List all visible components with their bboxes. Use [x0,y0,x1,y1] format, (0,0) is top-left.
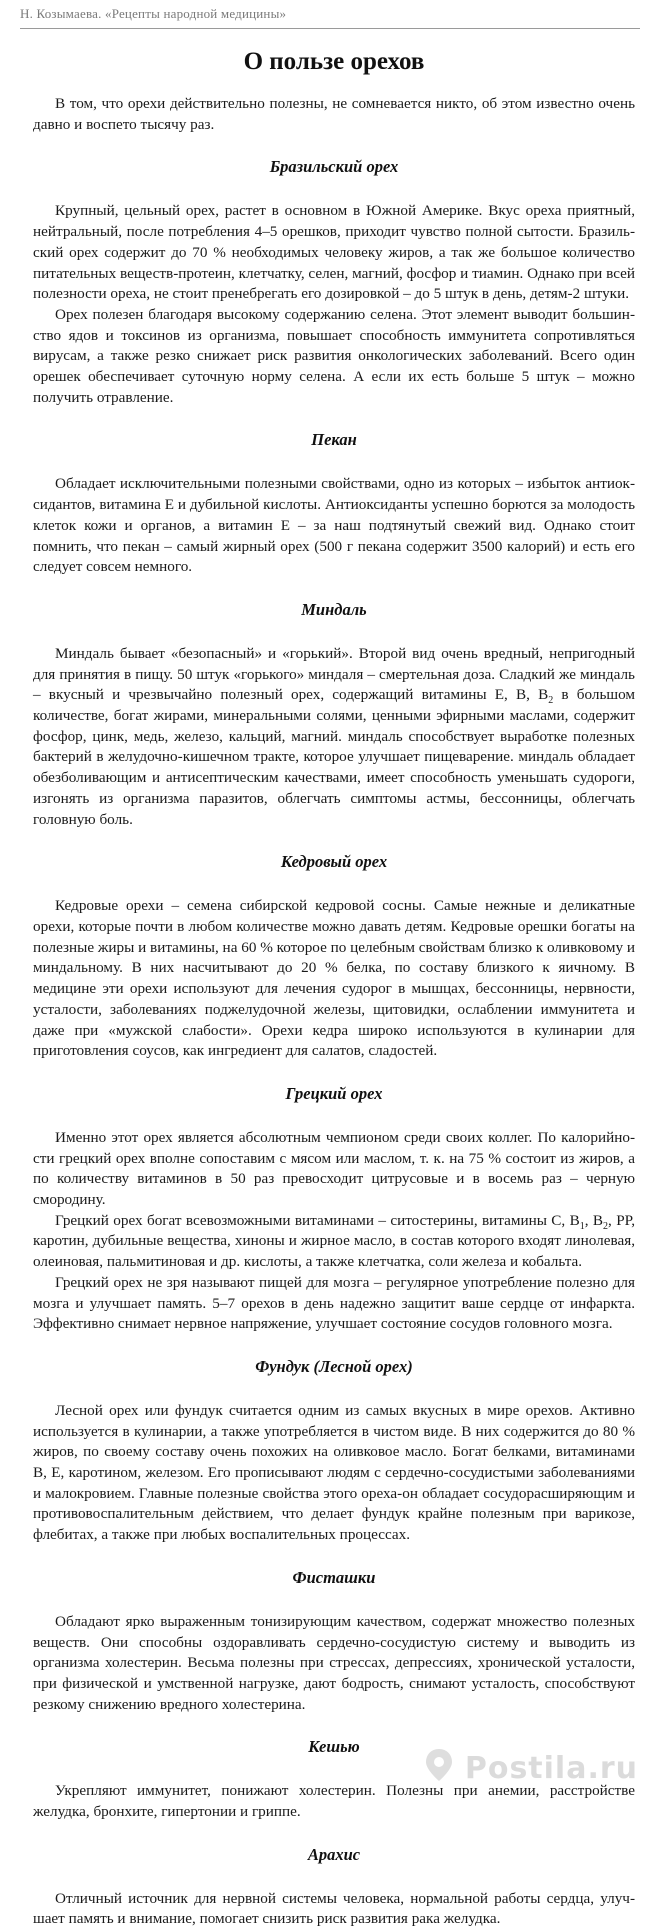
section-title: Миндаль [301,599,367,619]
section-paragraph: Грецкий орех не зря называют пищей для мозга – регулярное употребление полезно для мозга и улучшает память. 5–7 орехов в день надежно защитит ваше сердце от инфаркта. Эффективно снимает нервное напряжение, улучшает состояние сосудов головного мозга. [33,1273,635,1333]
section-paragraph: Орех полезен благодаря высокому содержанию селена. Этот элемент выводит большинство ядов и токсинов из организма, повышает способность иммунитета сопротивляться вирусам, а также резко снижает риск развития онкологических заболеваний. Всего один орешек обеспечивает суточную норму селена. А если их есть больше 5 штук – можно получить отравление. [33,305,635,406]
running-head: Н. Козымаева. «Рецепты народной медицины» [20,6,640,29]
article [33,38,635,1930]
page-title: О пользе орехов [243,48,425,75]
section-paragraph: Отличный источник для нервной системы человека, нормальной работы сердца, улучшает память и внимание, помогает снизить риск развития рака желудка. [33,1889,635,1928]
section-paragraph: Именно этот орех является абсолютным чемпионом среди своих коллег. По калорийности грецкий орех вполне сопоставим с мясом или маслом, т. к. на 75 % состоит из жиров, а по количеству витаминов в 50 раз превосходит цитрусовые и в восемь раз – черную смородину. [33,1128,635,1209]
section-title: Фундук (Лесной орех) [255,1356,413,1376]
section-title: Кешью [308,1737,360,1757]
section-title: Грецкий орех [285,1083,383,1103]
watermark-text: Postila.ru [464,1751,638,1786]
section-title: Кедровый орех [280,852,388,872]
section-paragraph: Кедровые орехи – семена сибирской кедровой сосны. Самые нежные и деликатные орехи, которые почти в любом количестве можно давать детям. Кедровые орешки богаты на полезные жиры и витамины, на 60 % которое по целебным свойствам близко к оливковому и миндальному. В них насчитывают до 20 % белка, по составу близкого к яичному. В медицине эти орехи используют для лечения судорог в мышцах, бессонницы, нервности, усталости, заболеваниях поджелудочной железы, щитовидки, ослаблении иммунитета и даже при «мужской слабости». Орехи кедра широко используются в кулинарии для приготовления соусов, как ингредиент для салатов, сладостей. [33,897,636,1060]
section-title: Пекан [311,430,357,450]
section-paragraph: Обладают ярко выраженным тонизирующим качеством, содержат множество полезных веществ. Они способны оздоравливать сердечно-сосудистую систему и выводить из организма холестерин. Весьма полезны при стрессах, депрессиях, хронической усталости, при физической и умственной нагрузке, дают бодрость, снимают усталость, способствуют резкому снижению вредного холестерина. [33,1612,635,1713]
watermark [424,1738,638,1796]
section-paragraph: Лесной орех или фундук считается одним из самых вкусных в мире орехов. Активно используется в кулинарии, а также употребляется в чистом виде. В них содержится до 80 % жиров, по своему составу очень похожих на оливковое масло. Богат белками, витаминами В, Е, каротином, железом. Его прописывают людям с сердечно-сосудистыми заболеваниями и малокровием. Главные полезные свойства этого ореха-он обладает сосудорасширяющим и противовоспалительным действием, что делает фундук крайне полезным при варикозе, флебитах, а также при любых воспалительных процессах. [33,1401,635,1544]
pin-icon [424,1748,454,1782]
section-paragraph: Миндаль бывает «безопасный» и «горький». Второй вид очень вредный, непригодный для принятия в пищу. 50 штук «горького» миндаля – смертельная доза. Сладкий же миндаль – вкусный и чрезвычайно полезный орех, содержащий витамины Е, В, $В_2$ в большом количестве, богат жирами, минеральными солями, ценными эфирными маслами, содержит фосфор, цинк, медь, железо, кальций, магний. миндаль способствует выработке полезных бактерий в желудочно-кишечном тракте, которое улучшает пищеварение. миндаль обладает обезболивающим и антисептическим качествами, имеет способность уменьшать судороги, изгонять из организма паразитов, облегчать симптомы астмы, бессонницы, облегчать головную боль. [33,644,635,828]
intro-paragraph: В том, что орехи действительно полезны, не сомневается никто, об этом известно очень давно и воспето тысячу раз. [33,95,635,133]
section-paragraph: Крупный, цельный орех, растет в основном в Южной Америке. Вкус ореха приятный, нейтральный, после потребления 4–5 орешков, приходит чувство полной сытости. Бразильский орех содержит до 70 % необходимых человеку жиров, а так же большое количество питательных веществ-протеин, клетчатку, селен, магний, фосфор и тиамин. Однако при всей полезности ореха, не стоит пренебрегать его дозировкой – до 5 штук в день, детям-2 штуки. [33,202,635,303]
section-title: Бразильский орех [269,157,399,177]
section-title: Фисташки [292,1567,376,1587]
sections-container [33,157,635,1930]
section-paragraph: Обладает исключительными полезными свойствами, одно из которых – избыток антиоксидантов, витамина Е и дубильной кислоты. Антиоксиданты успешно борются за молодость клеток кожи и органов, а витамин Е – за наш подтянутый свежий вид. Однако стоит помнить, что пекан – самый жирный орех (500 г пекана содержит 3500 калорий) и есть его следует совсем немного. [33,475,635,576]
section-paragraph: Укрепляют иммунитет, понижают холестерин. Полезны при анемии, расстройстве желудка, бронхите, гипертонии и гриппе. [33,1782,635,1821]
section-paragraph: Грецкий орех богат всевозможными витаминами – ситостерины, витамины С, $В_1$, $В_2$, РР, каротин, дубильные вещества, хиноны и жирное масло, в состав которого входят линолевая, олеиновая, пальмитиновая и др. кислоты, а также клетчатка, соли железа и кобальта. [33,1211,635,1271]
section-title: Арахис [307,1844,361,1864]
